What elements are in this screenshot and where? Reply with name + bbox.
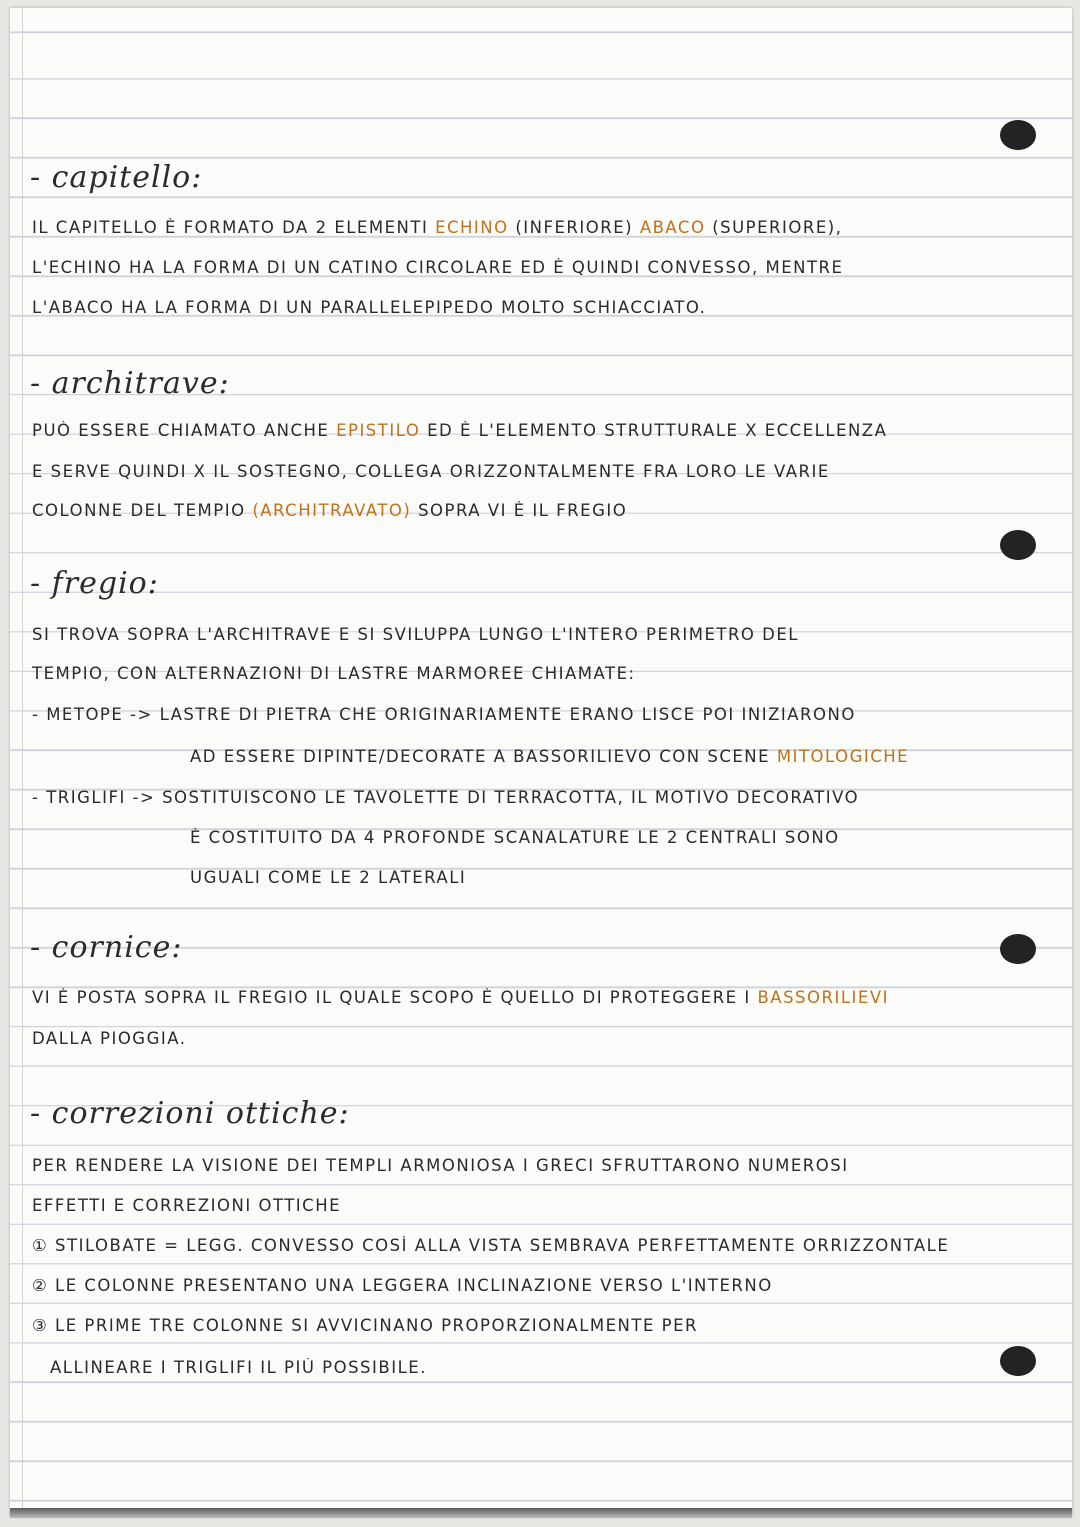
binder-hole (1000, 530, 1036, 560)
correzioni-line-5: ③ LE PRIME TRE COLONNE SI AVVICINANO PROPORZIONALMENTE PER (32, 1316, 698, 1335)
term-echino: ECHINO (435, 218, 509, 237)
term-abaco: ABACO (639, 218, 706, 237)
fregio-line-4: AD ESSERE DIPINTE/DECORATE A BASSORILIEVO CON SCENE MITOLOGICHE (190, 747, 910, 766)
heading-cornice: - cornice: (30, 930, 183, 965)
architrave-line-2: E SERVE QUINDI X IL SOSTEGNO, COLLEGA ORIZZONTALMENTE FRA LORO LE VARIE (32, 462, 830, 481)
fregio-line-7: UGUALI COME LE 2 LATERALI (190, 868, 467, 887)
fregio-line-1: SI TROVA SOPRA L'ARCHITRAVE E SI SVILUPPA LUNGO L'INTERO PERIMETRO DEL (32, 625, 799, 644)
cornice-line-1: VI È POSTA SOPRA IL FREGIO IL QUALE SCOPO È QUELLO DI PROTEGGERE I BASSORILIEVI (32, 988, 889, 1007)
capitello-line-3: L'ABACO HA LA FORMA DI UN PARALLELEPIPEDO MOLTO SCHIACCIATO. (32, 298, 707, 317)
term-bassorilievi: BASSORILIEVI (757, 988, 889, 1007)
page-bottom-edge (10, 1508, 1072, 1518)
heading-correzioni-ottiche: - correzioni ottiche: (30, 1096, 350, 1131)
term-architravato: (ARCHITRAVATO) (252, 501, 412, 520)
fregio-line-6: È COSTITUITO DA 4 PROFONDE SCANALATURE LE 2 CENTRALI SONO (190, 828, 840, 847)
heading-architrave: - architrave: (30, 366, 230, 401)
correzioni-line-3: ① STILOBATE = LEGG. CONVESSO COSÌ ALLA VISTA SEMBRAVA PERFETTAMENTE ORRIZZONTALE (32, 1236, 950, 1255)
correzioni-line-4: ② LE COLONNE PRESENTANO UNA LEGGERA INCLINAZIONE VERSO L'INTERNO (32, 1276, 773, 1295)
architrave-line-3: COLONNE DEL TEMPIO (ARCHITRAVATO) SOPRA VI È IL FREGIO (32, 501, 628, 520)
heading-capitello: - capitello: (30, 160, 203, 195)
binder-hole (1000, 120, 1036, 150)
binder-hole (1000, 934, 1036, 964)
term-epistilo: EPISTILO (336, 421, 421, 440)
correzioni-line-2: EFFETTI E CORREZIONI OTTICHE (32, 1196, 342, 1215)
capitello-line-1: IL CAPITELLO È FORMATO DA 2 ELEMENTI ECHINO (INFERIORE) ABACO (SUPERIORE), (32, 218, 843, 237)
margin-line (22, 8, 23, 1516)
fregio-line-5: - TRIGLIFI -> SOSTITUISCONO LE TAVOLETTE DI TERRACOTTA, IL MOTIVO DECORATIVO (32, 788, 860, 807)
architrave-line-1: PUÒ ESSERE CHIAMATO ANCHE EPISTILO ED È L'ELEMENTO STRUTTURALE X ECCELLENZA (32, 421, 888, 440)
term-mitologiche: MITOLOGICHE (776, 747, 910, 766)
heading-fregio: - fregio: (30, 566, 159, 601)
correzioni-line-1: PER RENDERE LA VISIONE DEI TEMPLI ARMONIOSA I GRECI SFRUTTARONO NUMEROSI (32, 1156, 849, 1175)
correzioni-line-6: ALLINEARE I TRIGLIFI IL PIÙ POSSIBILE. (50, 1358, 427, 1377)
cornice-line-2: DALLA PIOGGIA. (32, 1029, 187, 1048)
notebook-page (10, 8, 1072, 1516)
fregio-line-3: - METOPE -> LASTRE DI PIETRA CHE ORIGINARIAMENTE ERANO LISCE POI INIZIARONO (32, 705, 856, 724)
capitello-line-2: L'ECHINO HA LA FORMA DI UN CATINO CIRCOLARE ED È QUINDI CONVESSO, MENTRE (32, 258, 844, 277)
fregio-line-2: TEMPIO, CON ALTERNAZIONI DI LASTRE MARMOREE CHIAMATE: (32, 664, 636, 683)
